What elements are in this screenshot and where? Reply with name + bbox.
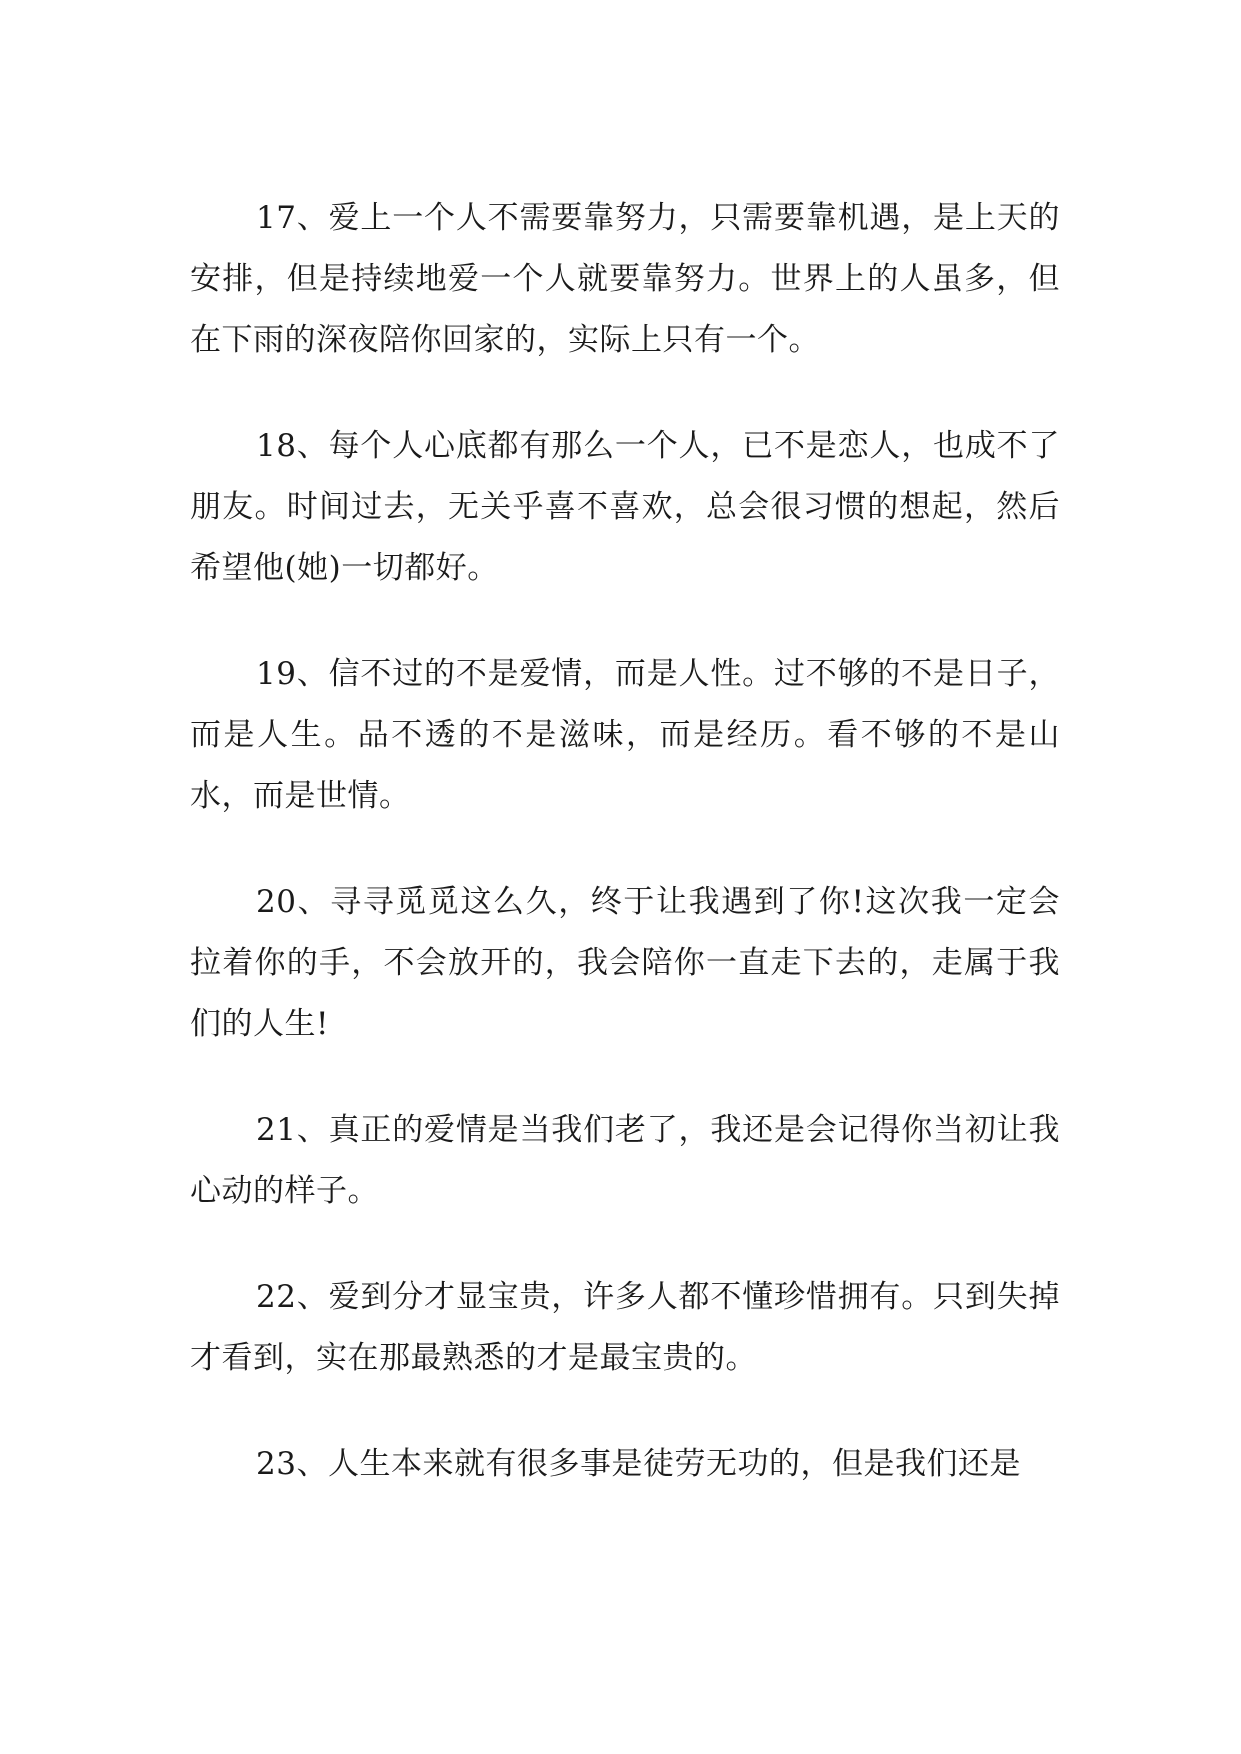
- document-body: [190, 188, 1060, 1495]
- paragraph-23: 23、人生本来就有很多事是徒劳无功的，但是我们还是: [256, 1446, 1021, 1482]
- paragraph-17: 17、爱上一个人不需要靠努力，只需要靠机遇，是上天的安排，但是持续地爱一个人就要靠努力。世界上的人虽多，但在下雨的深夜陪你回家的，实际上只有一个。: [190, 200, 1060, 358]
- paragraph-20: 20、寻寻觅觅这么久，终于让我遇到了你!这次我一定会拉着你的手，不会放开的，我会陪你一直走下去的，走属于我们的人生!: [190, 884, 1060, 1042]
- paragraph-19: 19、信不过的不是爱情，而是人性。过不够的不是日子，而是人生。品不透的不是滋味，而是经历。看不够的不是山水，而是世情。: [190, 656, 1060, 814]
- paragraph-22: 22、爱到分才显宝贵，许多人都不懂珍惜拥有。只到失掉才看到，实在那最熟悉的才是最宝贵的。: [190, 1279, 1060, 1376]
- paragraph-21: 21、真正的爱情是当我们老了，我还是会记得你当初让我心动的样子。: [190, 1112, 1060, 1209]
- paragraph-18: 18、每个人心底都有那么一个人，已不是恋人，也成不了朋友。时间过去，无关乎喜不喜欢，总会很习惯的想起，然后希望他(她)一切都好。: [190, 428, 1060, 586]
